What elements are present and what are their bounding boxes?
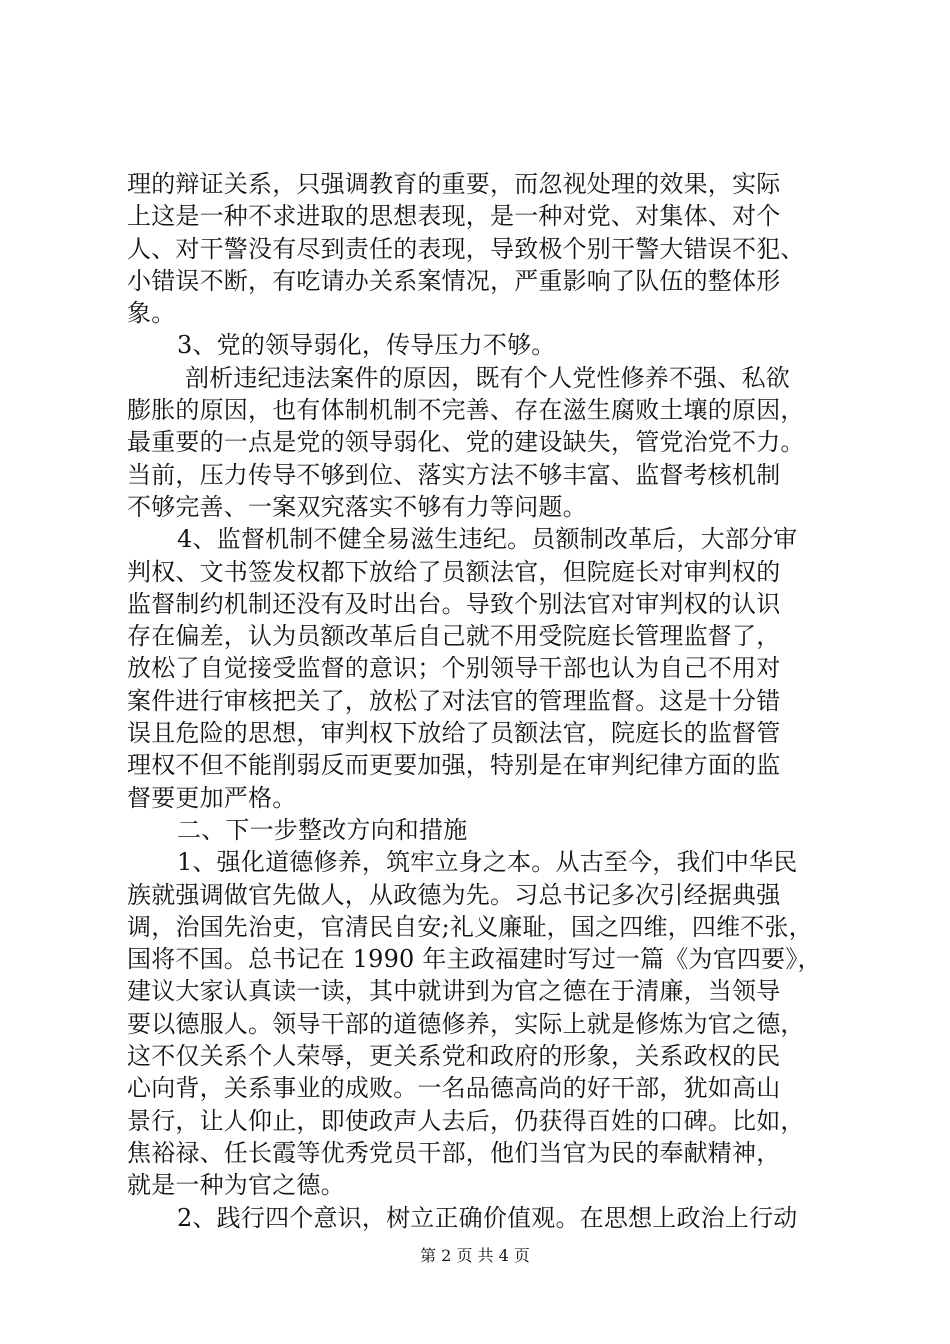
text-line: 膨胀的原因，也有体制机制不完善、存在滋生腐败土壤的原因，	[127, 396, 805, 425]
text-line: 存在偏差，认为员额改革后自己就不用受院庭长管理监督了，	[127, 622, 781, 651]
text-line: 当前，压力传导不够到位、落实方法不够丰富、监督考核机制	[127, 460, 781, 489]
text-line: 理的辩证关系，只强调教育的重要，而忽视处理的效果，实际	[127, 170, 781, 198]
text-line: 最重要的一点是党的领导弱化、党的建设缺失，管党治党不力。	[127, 428, 805, 457]
page-number: 第 2 页 共 4 页	[420, 1246, 530, 1265]
section-heading: 2、践行四个意识，树立正确价值观。在思想上政治上行动	[177, 1203, 798, 1232]
text-line: 案件进行审核把关了，放松了对法官的管理监督。这是十分错	[127, 686, 781, 715]
text-line: 景行，让人仰止，即使政声人去后，仍获得百姓的口碑。比如，	[127, 1106, 805, 1135]
text-line: 人、对干警没有尽到责任的表现，导致极个别干警大错误不犯、	[127, 234, 805, 263]
body-text	[127, 168, 847, 1234]
text-line: 放松了自觉接受监督的意识；个别领导干部也认为自己不用对	[127, 654, 781, 683]
text-line: 理权不但不能削弱反而更要加强，特别是在审判纪律方面的监	[127, 751, 781, 780]
section-heading: 1、强化道德修养，筑牢立身之本。从古至今，我们中华民	[177, 848, 798, 877]
section-heading: 4、监督机制不健全易滋生违纪。员额制改革后，大部分审	[177, 525, 798, 554]
text-line: 焦裕禄、任长霞等优秀党员干部，他们当官为民的奉献精神，	[127, 1138, 781, 1167]
text-line: 督要更加严格。	[127, 783, 297, 812]
text-line: 象。	[127, 299, 176, 328]
text-line: 建议大家认真读一读，其中就讲到为官之德在于清廉，当领导	[127, 977, 781, 1006]
text-line: 判权、文书签发权都下放给了员额法官，但院庭长对审判权的	[127, 557, 781, 586]
text-line: 不够完善、一案双究落实不够有力等问题。	[127, 492, 587, 521]
text-line: 这不仅关系个人荣辱，更关系党和政府的形象，关系政权的民	[127, 1042, 781, 1071]
text-line: 误且危险的思想，审判权下放给了员额法官，院庭长的监督管	[127, 719, 781, 748]
text-line: 国将不国。总书记在 1990 年主政福建时写过一篇《为官四要》，	[127, 945, 822, 974]
text-line: 监督制约机制还没有及时出台。导致个别法官对审判权的认识	[127, 589, 781, 618]
text-line: 族就强调做官先做人，从政德为先。习总书记多次引经据典强	[127, 880, 781, 909]
text-line: 心向背，关系事业的成败。一名品德高尚的好干部，犹如高山	[127, 1074, 781, 1103]
text-line: 就是一种为官之德。	[127, 1171, 345, 1200]
text-line: 剖析违纪违法案件的原因，既有个人党性修养不强、私欲	[185, 363, 790, 392]
text-line: 要以德服人。领导干部的道德修养，实际上就是修炼为官之德，	[127, 1009, 805, 1038]
section-heading: 二、下一步整改方向和措施	[177, 815, 468, 844]
text-line: 上这是一种不求进取的思想表现，是一种对党、对集体、对个	[127, 202, 781, 231]
section-heading: 3、党的领导弱化，传导压力不够。	[177, 331, 556, 360]
text-line: 小错误不断，有吃请办关系案情况，严重影响了队伍的整体形	[127, 266, 781, 295]
text-line: 调，治国先治吏，官清民自安;礼义廉耻，国之四维，四维不张，	[127, 912, 813, 941]
